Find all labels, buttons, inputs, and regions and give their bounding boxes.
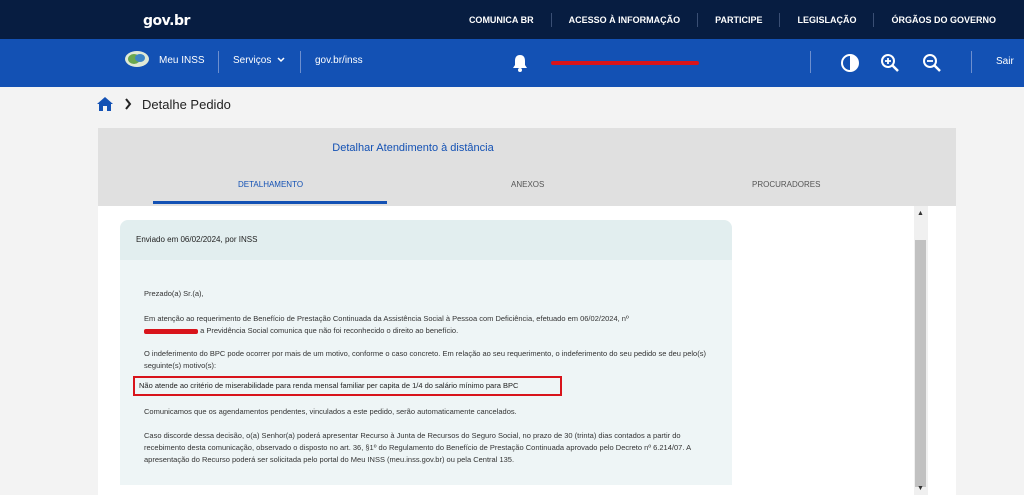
home-icon[interactable] [96, 96, 114, 112]
zoom-in-icon[interactable] [880, 53, 900, 73]
services-menu[interactable] [233, 55, 285, 66]
greeting-text: Prezado(a) Sr.(a), [144, 289, 204, 298]
redacted-protocol-number [144, 329, 198, 334]
paragraph-request [144, 313, 714, 337]
inss-logo-icon[interactable] [124, 50, 150, 68]
link-comunica-br[interactable]: COMUNICA BR [452, 13, 552, 27]
panel-title: Detalhar Atendimento à distância [332, 142, 494, 154]
request-text-a: Em atenção ao requerimento de Benefício de Prestação Continuada da Assistência Social à Pessoa com Deficiência, efetuado em 06/02/2024, nº [144, 314, 629, 323]
govbr-logo[interactable]: gov.br [143, 13, 190, 29]
tab-procuradores[interactable]: PROCURADORES [752, 180, 821, 189]
zoom-out-icon[interactable] [922, 53, 942, 73]
chevron-right-icon [124, 98, 132, 110]
tab-anexos[interactable]: ANEXOS [511, 180, 545, 189]
app-header [0, 39, 1024, 87]
request-text-b: a Previdência Social comunica que não foi reconhecido o direito ao benefício. [200, 326, 459, 335]
redacted-user-name [551, 61, 699, 65]
link-legislacao[interactable]: LEGISLAÇÃO [780, 13, 874, 27]
gov-topbar [0, 0, 1024, 39]
link-acesso-informacao[interactable]: ACESSO À INFORMAÇÃO [552, 13, 699, 27]
scroll-down-arrow-icon[interactable]: ▼ [917, 485, 924, 492]
denial-reason: Não atende ao critério de miserabilidade para renda mensal familiar per capita de 1/4 do salário mínimo para BPC [133, 376, 562, 396]
link-orgaos-governo[interactable]: ÓRGÃOS DO GOVERNO [891, 14, 996, 25]
divider [218, 51, 219, 73]
scroll-thumb[interactable] [915, 240, 926, 487]
contrast-icon[interactable] [840, 53, 860, 73]
tab-detalhamento[interactable]: DETALHAMENTO [238, 180, 304, 189]
govbr-inss-link[interactable]: gov.br/inss [315, 55, 363, 66]
paragraph-appeal: Caso discorde dessa decisão, o(a) Senhor(a) poderá apresentar Recurso à Junta de Recursos do Seguro Social, no prazo de 30 (trinta) dias contados a partir do recebimento desta comunicação, observado o disposto no art. 36, §1º do Regulamento do Benefício de Prestação Continuada aprovado pelo Decreto nº 6.214/07. A apresentação do Recurso poderá ser solicitada pelo portal do Meu INSS (meu.inss.gov.br) ou pela Central 135. [144, 431, 691, 464]
logout-button[interactable]: Sair [996, 56, 1014, 67]
bell-icon[interactable] [511, 53, 529, 73]
scrollbar[interactable] [914, 206, 956, 495]
message-header [120, 220, 732, 260]
detail-panel [98, 128, 956, 495]
paragraph-cancel-notice: Comunicamos que os agendamentos pendentes, vinculados a este pedido, serão automaticamente cancelados. [144, 407, 517, 416]
message-body [120, 260, 732, 485]
divider [971, 51, 972, 73]
top-links [452, 0, 1024, 39]
services-label: Serviços [233, 55, 272, 66]
active-tab-indicator [153, 201, 387, 204]
divider [300, 51, 301, 73]
link-participe[interactable]: PARTICIPE [698, 13, 780, 27]
meu-inss-label[interactable]: Meu INSS [159, 55, 205, 66]
page-title: Detalhe Pedido [142, 96, 231, 112]
breadcrumb [96, 96, 231, 112]
chevron-down-icon [277, 57, 285, 63]
scroll-up-arrow-icon[interactable]: ▲ [917, 210, 924, 217]
paragraph-reasons-intro: O indeferimento do BPC pode ocorrer por mais de um motivo, conforme o caso concreto. Em relação ao seu requerimento, o indeferimento do seu pedido se deu pelo(s) seguinte(s) motivo(s): [144, 349, 706, 370]
divider [810, 51, 811, 73]
message-sender-date: Enviado em 06/02/2024, por INSS [136, 235, 258, 244]
